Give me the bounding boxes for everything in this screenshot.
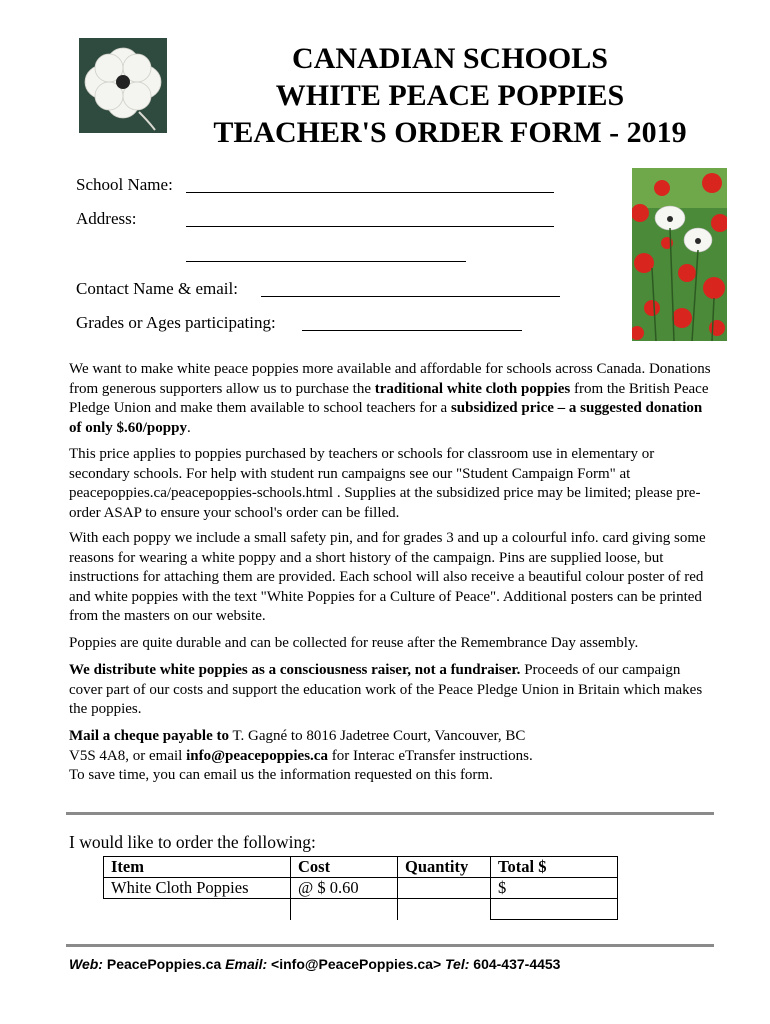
order-table: [103, 856, 618, 920]
p1-text-a: We want to make white peace poppies more available and affordable for schools across Canada. Donations from generous supporters allow us to purchase the: [69, 361, 711, 397]
header-quantity: Quantity: [398, 857, 491, 878]
p1-text-c: from the British Peace Pledge Union and make them available to school teachers for a: [69, 380, 709, 416]
bottom-divider: [66, 944, 714, 947]
p6-text-c: V5S 4A8, or email: [69, 747, 187, 764]
footer-contact: [69, 956, 560, 972]
p6-text-b: T. Gagné to 8016 Jadetree Court, Vancouver, BC: [229, 728, 526, 744]
payment-paragraph: [69, 727, 715, 786]
email-link[interactable]: <info@PeacePoppies.ca>: [267, 956, 446, 972]
contact-email-link[interactable]: info@peacepoppies.ca: [186, 747, 328, 764]
address-line-2[interactable]: [186, 261, 466, 262]
web-label: Web:: [69, 956, 103, 972]
p1-bold-d: subsidized price – a suggested donation of only $.60/poppy: [69, 400, 703, 436]
order-row: [104, 878, 618, 899]
p5-bold: We distribute white poppies as a consciousness raiser, not a fundraiser.: [69, 662, 521, 678]
order-quantity-cell[interactable]: [398, 878, 491, 899]
email-label: Email:: [225, 956, 268, 972]
grades-label: Grades or Ages participating:: [76, 313, 276, 332]
order-cost-cell: @ $ 0.60: [291, 878, 398, 899]
durability-paragraph: Poppies are quite durable and can be collected for reuse after the Remembrance Day assembly.: [69, 635, 639, 651]
title-line-3: TEACHER'S ORDER FORM - 2019: [213, 116, 687, 149]
pricing-paragraph: This price applies to poppies purchased by teachers or schools for classroom use in elementary or secondary schools. For help with student run campaigns see our "Student Campaign Form" at peacepoppies.ca/peacepoppies-schools.html . Supplies at the subsidized price may be limited; please pre-order ASAP to ensure your school's order can be filled.: [69, 446, 701, 521]
blank-cell-2: [291, 899, 398, 920]
blank-cell-1: [104, 899, 291, 920]
white-poppy-logo: [79, 38, 167, 133]
contact-label: Contact Name & email:: [76, 279, 238, 298]
grades-line[interactable]: [302, 330, 522, 331]
p6-text-f: To save time, you can email us the information requested on this form.: [69, 767, 493, 783]
address-line-1[interactable]: [186, 226, 554, 227]
page-title: [190, 40, 710, 151]
tel-label: Tel:: [445, 956, 470, 972]
order-intro: I would like to order the following:: [69, 832, 316, 852]
p6-text-e: for Interac eTransfer instructions.: [327, 747, 533, 764]
white-poppy-icon: [79, 38, 167, 133]
phone-number[interactable]: 604-437-4453: [469, 956, 561, 972]
blank-cell-3: [398, 899, 491, 920]
p5-text: Proceeds of our campaign cover part of our costs and support the education work of the Peace Pledge Union in Britain which makes the poppies.: [69, 662, 703, 717]
school-name-line[interactable]: [186, 192, 554, 193]
contact-line[interactable]: [261, 296, 560, 297]
title-line-2: WHITE PEACE POPPIES: [275, 79, 625, 112]
header-cost: Cost: [291, 857, 398, 878]
intro-paragraph: [69, 360, 715, 438]
header-item: Item: [104, 857, 291, 878]
web-link[interactable]: PeacePoppies.ca: [102, 956, 226, 972]
order-header-row: [104, 857, 618, 878]
materials-paragraph: With each poppy we include a small safety pin, and for grades 3 and up a colourful info. card giving some reasons for wearing a white poppy and a short history of the campaign. Pins are supplied loose, but instructions for attaching them are provided. Each school will also receive a beautiful colour poster of red and white poppies with the text "White Poppies for a Culture of Peace". Additional posters can be printed from the masters on our website.: [69, 530, 706, 624]
address-label: Address:: [76, 209, 137, 228]
header-total: Total $: [491, 857, 618, 878]
poppies-photo: [632, 168, 727, 341]
p1-bold-b: traditional white cloth poppies: [374, 380, 571, 397]
title-line-1: CANADIAN SCHOOLS: [292, 42, 608, 75]
order-grand-total-row: [104, 899, 618, 920]
grand-total-cell[interactable]: [491, 899, 618, 920]
purpose-paragraph: [69, 661, 715, 720]
order-total-cell[interactable]: $: [491, 878, 618, 899]
p1-text-e: .: [186, 419, 191, 436]
p6-bold-a: Mail a cheque payable to: [69, 728, 229, 744]
order-item-cell: White Cloth Poppies: [104, 878, 291, 899]
school-name-label: School Name:: [76, 175, 173, 194]
top-divider: [66, 812, 714, 815]
